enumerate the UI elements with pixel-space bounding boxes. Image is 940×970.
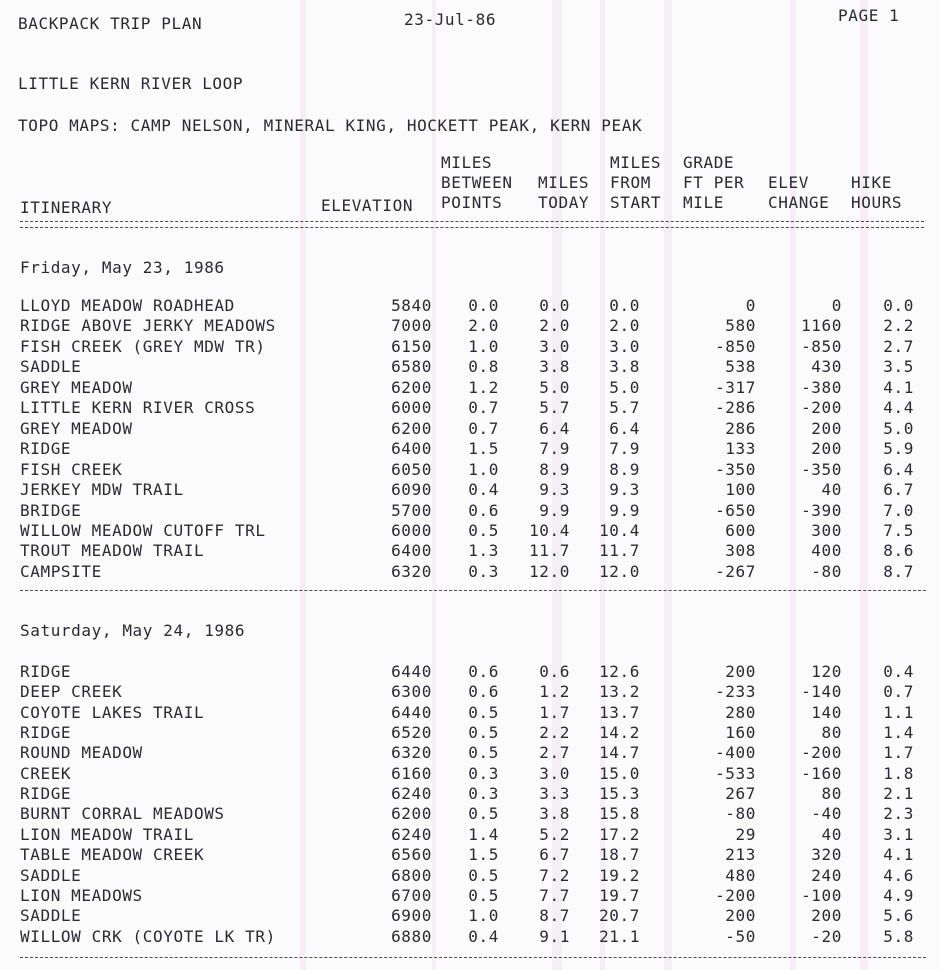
stop-name-cell: WILLOW CRK (COYOTE LK TR) — [20, 926, 276, 946]
col-grade-line3: MILE — [683, 193, 724, 212]
col-miles-start-line3: START — [610, 193, 662, 212]
table-row — [0, 784, 940, 804]
miles-from-start-cell: 10.4 — [599, 520, 640, 540]
miles-today-cell: 10.4 — [529, 520, 570, 540]
grade-cell: 160 — [725, 723, 756, 743]
col-miles-between-line3: POINTS — [441, 193, 503, 212]
grade-cell: 538 — [725, 357, 756, 377]
col-miles-start-line2: FROM — [610, 173, 651, 192]
stop-name-cell: RIDGE — [20, 439, 72, 459]
elev-change-cell: 40 — [821, 824, 842, 844]
table-row — [0, 562, 940, 582]
elevation-cell: 6200 — [391, 804, 432, 824]
table-row — [0, 316, 940, 336]
grade-cell: 480 — [725, 865, 756, 885]
hike-hours-cell: 0.4 — [883, 662, 914, 681]
miles-today-cell: 6.7 — [539, 845, 570, 865]
miles-between-cell: 1.0 — [468, 336, 499, 356]
miles-between-cell: 0.5 — [468, 520, 499, 540]
elev-change-cell: -850 — [801, 336, 842, 356]
elev-change-cell: 80 — [821, 723, 842, 743]
hike-hours-cell: 2.1 — [883, 784, 914, 804]
miles-between-cell: 0.5 — [468, 804, 499, 824]
elevation-cell: 6160 — [391, 763, 432, 783]
stop-name-cell: CAMPSITE — [20, 561, 102, 581]
col-hike-hours-line2: HOURS — [851, 193, 903, 212]
elevation-cell: 6400 — [391, 439, 432, 459]
grade-cell: -350 — [715, 459, 756, 479]
hike-hours-cell: 8.6 — [883, 541, 914, 561]
elevation-cell: 6200 — [391, 418, 432, 438]
hike-hours-cell: 2.7 — [883, 336, 914, 356]
elevation-cell: 6240 — [391, 824, 432, 844]
stop-name-cell: GREY MEADOW — [20, 377, 133, 397]
elev-change-cell: 1160 — [801, 316, 842, 336]
hike-hours-cell: 0.7 — [883, 682, 914, 702]
grade-cell: -80 — [725, 804, 756, 824]
stop-name-cell: BRIDGE — [20, 500, 82, 520]
hike-hours-cell: 1.4 — [883, 723, 914, 743]
grade-cell: 267 — [725, 784, 756, 804]
miles-today-cell: 2.2 — [539, 723, 570, 743]
table-row — [0, 378, 940, 398]
table-row — [0, 825, 940, 845]
elev-change-cell: 300 — [811, 520, 842, 540]
miles-today-cell: 5.7 — [539, 398, 570, 418]
table-row — [0, 398, 940, 418]
elevation-cell: 6050 — [391, 459, 432, 479]
col-miles-between-line2: BETWEEN — [441, 173, 513, 192]
miles-today-cell: 3.0 — [539, 336, 570, 356]
miles-between-cell: 1.3 — [468, 541, 499, 561]
grade-cell: -286 — [715, 398, 756, 418]
elevation-cell: 5840 — [391, 296, 432, 315]
elevation-cell: 6440 — [391, 662, 432, 681]
elev-change-cell: -40 — [811, 804, 842, 824]
elev-change-cell: 240 — [811, 865, 842, 885]
grade-cell: -317 — [715, 377, 756, 397]
grade-cell: -50 — [725, 926, 756, 946]
miles-from-start-cell: 5.0 — [609, 377, 640, 397]
miles-from-start-cell: 12.0 — [599, 561, 640, 581]
report-title: BACKPACK TRIP PLAN — [18, 14, 203, 33]
hike-hours-cell: 1.7 — [883, 743, 914, 763]
miles-from-start-cell: 8.9 — [609, 459, 640, 479]
stop-name-cell: CREEK — [20, 763, 72, 783]
miles-from-start-cell: 3.8 — [609, 357, 640, 377]
miles-today-cell: 2.0 — [539, 316, 570, 336]
col-grade-line1: GRADE — [683, 153, 735, 172]
miles-between-cell: 0.5 — [468, 885, 499, 905]
miles-today-cell: 0.6 — [539, 662, 570, 681]
header-double-rule — [20, 221, 924, 228]
miles-today-cell: 1.7 — [539, 702, 570, 722]
col-elev-change-line1: ELEV — [768, 173, 809, 192]
hike-hours-cell: 1.1 — [883, 702, 914, 722]
elev-change-cell: 40 — [821, 480, 842, 500]
miles-between-cell: 0.4 — [468, 480, 499, 500]
miles-from-start-cell: 15.8 — [599, 804, 640, 824]
elevation-cell: 6880 — [391, 926, 432, 946]
miles-between-cell: 0.6 — [468, 682, 499, 702]
stop-name-cell: COYOTE LAKES TRAIL — [20, 702, 205, 722]
miles-between-cell: 0.3 — [468, 763, 499, 783]
elevation-cell: 5700 — [391, 500, 432, 520]
grade-cell: -267 — [715, 561, 756, 581]
elevation-cell: 6320 — [391, 561, 432, 581]
miles-today-cell: 8.7 — [539, 906, 570, 926]
miles-today-cell: 9.1 — [539, 926, 570, 946]
elevation-cell: 6800 — [391, 865, 432, 885]
stop-name-cell: RIDGE ABOVE JERKY MEADOWS — [20, 316, 276, 336]
col-miles-start-line1: MILES — [610, 153, 662, 172]
miles-between-cell: 0.3 — [468, 784, 499, 804]
col-grade-line2: FT PER — [683, 173, 745, 192]
miles-between-cell: 0.5 — [468, 743, 499, 763]
miles-from-start-cell: 3.0 — [609, 336, 640, 356]
stop-name-cell: RIDGE — [20, 784, 72, 804]
grade-cell: 133 — [725, 439, 756, 459]
stop-name-cell: LION MEADOWS — [20, 885, 143, 905]
elevation-cell: 6320 — [391, 743, 432, 763]
hike-hours-cell: 6.4 — [883, 459, 914, 479]
hike-hours-cell: 6.7 — [883, 480, 914, 500]
miles-today-cell: 3.3 — [539, 784, 570, 804]
miles-between-cell: 0.5 — [468, 702, 499, 722]
elev-change-cell: -80 — [811, 561, 842, 581]
table-row — [0, 419, 940, 439]
miles-today-cell: 3.0 — [539, 763, 570, 783]
elev-change-cell: -20 — [811, 926, 842, 946]
hike-hours-cell: 5.6 — [883, 906, 914, 926]
elev-change-cell: -140 — [801, 682, 842, 702]
table-row — [0, 682, 940, 702]
elevation-cell: 6300 — [391, 682, 432, 702]
grade-cell: 213 — [725, 845, 756, 865]
miles-between-cell: 0.7 — [468, 418, 499, 438]
elev-change-cell: -100 — [801, 885, 842, 905]
grade-cell: -650 — [715, 500, 756, 520]
col-elevation: ELEVATION — [321, 196, 414, 215]
stop-name-cell: FISH CREEK (GREY MDW TR) — [20, 336, 266, 356]
grade-cell: 200 — [725, 906, 756, 926]
miles-from-start-cell: 19.2 — [599, 865, 640, 885]
miles-today-cell: 2.7 — [539, 743, 570, 763]
hike-hours-cell: 3.5 — [883, 357, 914, 377]
elev-change-cell: 0 — [831, 296, 842, 315]
stop-name-cell: DEEP CREEK — [20, 682, 123, 702]
stop-name-cell: RIDGE — [20, 662, 72, 681]
miles-from-start-cell: 2.0 — [609, 316, 640, 336]
topo-maps: TOPO MAPS: CAMP NELSON, MINERAL KING, HOCKETT PEAK, KERN PEAK — [18, 116, 643, 135]
hike-hours-cell: 3.1 — [883, 824, 914, 844]
elev-change-cell: -380 — [801, 377, 842, 397]
elevation-cell: 6700 — [391, 885, 432, 905]
table-row — [0, 886, 940, 906]
page-number: PAGE 1 — [838, 6, 900, 25]
col-elev-change-line2: CHANGE — [768, 193, 830, 212]
grade-cell: 600 — [725, 520, 756, 540]
miles-from-start-cell: 18.7 — [599, 845, 640, 865]
hike-hours-cell: 7.5 — [883, 520, 914, 540]
miles-from-start-cell: 6.4 — [609, 418, 640, 438]
elevation-cell: 6200 — [391, 377, 432, 397]
elevation-cell: 6000 — [391, 520, 432, 540]
miles-between-cell: 2.0 — [468, 316, 499, 336]
miles-from-start-cell: 11.7 — [599, 541, 640, 561]
miles-between-cell: 0.8 — [468, 357, 499, 377]
stop-name-cell: WILLOW MEADOW CUTOFF TRL — [20, 520, 266, 540]
grade-cell: 286 — [725, 418, 756, 438]
miles-between-cell: 0.6 — [468, 500, 499, 520]
hike-hours-cell: 5.9 — [883, 439, 914, 459]
stop-name-cell: GREY MEADOW — [20, 418, 133, 438]
elevation-cell: 6520 — [391, 723, 432, 743]
table-row — [0, 337, 940, 357]
miles-between-cell: 0.7 — [468, 398, 499, 418]
miles-between-cell: 0.0 — [468, 296, 499, 315]
miles-today-cell: 7.9 — [539, 439, 570, 459]
miles-from-start-cell: 5.7 — [609, 398, 640, 418]
elev-change-cell: 400 — [811, 541, 842, 561]
miles-today-cell: 5.0 — [539, 377, 570, 397]
elev-change-cell: 200 — [811, 418, 842, 438]
col-miles-today-line2: TODAY — [538, 193, 590, 212]
elev-change-cell: -160 — [801, 763, 842, 783]
hike-hours-cell: 7.0 — [883, 500, 914, 520]
miles-between-cell: 1.4 — [468, 824, 499, 844]
miles-today-cell: 8.9 — [539, 459, 570, 479]
grade-cell: 0 — [745, 296, 756, 315]
day-heading-saturday: Saturday, May 24, 1986 — [20, 621, 246, 640]
miles-from-start-cell: 9.3 — [609, 480, 640, 500]
hike-hours-cell: 0.0 — [883, 296, 914, 315]
table-row — [0, 439, 940, 459]
miles-from-start-cell: 14.2 — [599, 723, 640, 743]
miles-from-start-cell: 12.6 — [599, 662, 640, 681]
miles-today-cell: 3.8 — [539, 804, 570, 824]
table-row — [0, 521, 940, 541]
miles-today-cell: 1.2 — [539, 682, 570, 702]
table-row — [0, 357, 940, 377]
table-row — [0, 460, 940, 480]
grade-cell: 280 — [725, 702, 756, 722]
table-row — [0, 296, 940, 316]
stop-name-cell: LION MEADOW TRAIL — [20, 824, 194, 844]
stop-name-cell: TABLE MEADOW CREEK — [20, 845, 205, 865]
miles-from-start-cell: 7.9 — [609, 439, 640, 459]
stop-name-cell: ROUND MEADOW — [20, 743, 143, 763]
table-row — [0, 804, 940, 824]
miles-today-cell: 3.8 — [539, 357, 570, 377]
miles-between-cell: 1.0 — [468, 459, 499, 479]
miles-from-start-cell: 17.2 — [599, 824, 640, 844]
elevation-cell: 6560 — [391, 845, 432, 865]
elev-change-cell: -390 — [801, 500, 842, 520]
table-row — [0, 764, 940, 784]
miles-today-cell: 11.7 — [529, 541, 570, 561]
table-row — [0, 662, 940, 682]
miles-between-cell: 1.5 — [468, 845, 499, 865]
table-row — [0, 866, 940, 886]
elev-change-cell: 120 — [811, 662, 842, 681]
table-row — [0, 501, 940, 521]
stop-name-cell: LLOYD MEADOW ROADHEAD — [20, 296, 235, 315]
stop-name-cell: JERKEY MDW TRAIL — [20, 480, 184, 500]
elev-change-cell: -200 — [801, 398, 842, 418]
miles-today-cell: 6.4 — [539, 418, 570, 438]
miles-between-cell: 0.5 — [468, 865, 499, 885]
elev-change-cell: 80 — [821, 784, 842, 804]
miles-from-start-cell: 15.3 — [599, 784, 640, 804]
elevation-cell: 6580 — [391, 357, 432, 377]
elevation-cell: 7000 — [391, 316, 432, 336]
stop-name-cell: SADDLE — [20, 865, 82, 885]
report-date: 23-Jul-86 — [404, 10, 497, 29]
miles-between-cell: 1.2 — [468, 377, 499, 397]
table-row — [0, 743, 940, 763]
miles-between-cell: 1.0 — [468, 906, 499, 926]
miles-between-cell: 0.3 — [468, 561, 499, 581]
hike-hours-cell: 4.4 — [883, 398, 914, 418]
hike-hours-cell: 5.0 — [883, 418, 914, 438]
miles-today-cell: 7.7 — [539, 885, 570, 905]
hike-hours-cell: 5.8 — [883, 926, 914, 946]
stop-name-cell: BURNT CORRAL MEADOWS — [20, 804, 225, 824]
grade-cell: 100 — [725, 480, 756, 500]
hike-hours-cell: 4.1 — [883, 377, 914, 397]
miles-between-cell: 1.5 — [468, 439, 499, 459]
hike-hours-cell: 1.8 — [883, 763, 914, 783]
miles-from-start-cell: 13.2 — [599, 682, 640, 702]
elevation-cell: 6150 — [391, 336, 432, 356]
grade-cell: 29 — [735, 824, 756, 844]
grade-cell: 200 — [725, 662, 756, 681]
miles-between-cell: 0.6 — [468, 662, 499, 681]
miles-from-start-cell: 19.7 — [599, 885, 640, 905]
miles-today-cell: 5.2 — [539, 824, 570, 844]
elev-change-cell: 320 — [811, 845, 842, 865]
miles-between-cell: 0.4 — [468, 926, 499, 946]
grade-cell: -850 — [715, 336, 756, 356]
miles-from-start-cell: 0.0 — [609, 296, 640, 315]
stop-name-cell: SADDLE — [20, 357, 82, 377]
stop-name-cell: LITTLE KERN RIVER CROSS — [20, 398, 256, 418]
day-heading-friday: Friday, May 23, 1986 — [20, 258, 225, 277]
miles-today-cell: 0.0 — [539, 296, 570, 315]
elevation-cell: 6240 — [391, 784, 432, 804]
grade-cell: -533 — [715, 763, 756, 783]
trip-name: LITTLE KERN RIVER LOOP — [18, 74, 244, 93]
miles-between-cell: 0.5 — [468, 723, 499, 743]
hike-hours-cell: 4.1 — [883, 845, 914, 865]
grade-cell: 580 — [725, 316, 756, 336]
miles-from-start-cell: 13.7 — [599, 702, 640, 722]
hike-hours-cell: 8.7 — [883, 561, 914, 581]
elev-change-cell: -350 — [801, 459, 842, 479]
table-row — [0, 541, 940, 561]
table-row — [0, 480, 940, 500]
elev-change-cell: 200 — [811, 439, 842, 459]
elev-change-cell: 140 — [811, 702, 842, 722]
table-row — [0, 703, 940, 723]
grade-cell: -233 — [715, 682, 756, 702]
elevation-cell: 6440 — [391, 702, 432, 722]
miles-today-cell: 7.2 — [539, 865, 570, 885]
stop-name-cell: FISH CREEK — [20, 459, 123, 479]
grade-cell: -400 — [715, 743, 756, 763]
col-hike-hours-line1: HIKE — [851, 173, 892, 192]
col-miles-between-line1: MILES — [441, 153, 493, 172]
miles-from-start-cell: 9.9 — [609, 500, 640, 520]
miles-today-cell: 9.9 — [539, 500, 570, 520]
miles-from-start-cell: 21.1 — [599, 926, 640, 946]
elev-change-cell: 430 — [811, 357, 842, 377]
miles-from-start-cell: 14.7 — [599, 743, 640, 763]
elev-change-cell: -200 — [801, 743, 842, 763]
elevation-cell: 6090 — [391, 480, 432, 500]
hike-hours-cell: 2.3 — [883, 804, 914, 824]
elevation-cell: 6000 — [391, 398, 432, 418]
elev-change-cell: 200 — [811, 906, 842, 926]
table-row — [0, 906, 940, 926]
stop-name-cell: RIDGE — [20, 723, 72, 743]
table-row — [0, 845, 940, 865]
hike-hours-cell: 4.9 — [883, 885, 914, 905]
col-itinerary: ITINERARY — [20, 198, 113, 217]
hike-hours-cell: 2.2 — [883, 316, 914, 336]
col-miles-today-line1: MILES — [538, 173, 590, 192]
miles-today-cell: 9.3 — [539, 480, 570, 500]
miles-from-start-cell: 20.7 — [599, 906, 640, 926]
stop-name-cell: TROUT MEADOW TRAIL — [20, 541, 205, 561]
miles-today-cell: 12.0 — [529, 561, 570, 581]
elevation-cell: 6900 — [391, 906, 432, 926]
day-separator-rule — [20, 590, 926, 591]
bottom-rule — [20, 957, 926, 958]
stop-name-cell: SADDLE — [20, 906, 82, 926]
table-row — [0, 723, 940, 743]
elevation-cell: 6400 — [391, 541, 432, 561]
grade-cell: -200 — [715, 885, 756, 905]
hike-hours-cell: 4.6 — [883, 865, 914, 885]
table-row — [0, 927, 940, 947]
miles-from-start-cell: 15.0 — [599, 763, 640, 783]
grade-cell: 308 — [725, 541, 756, 561]
